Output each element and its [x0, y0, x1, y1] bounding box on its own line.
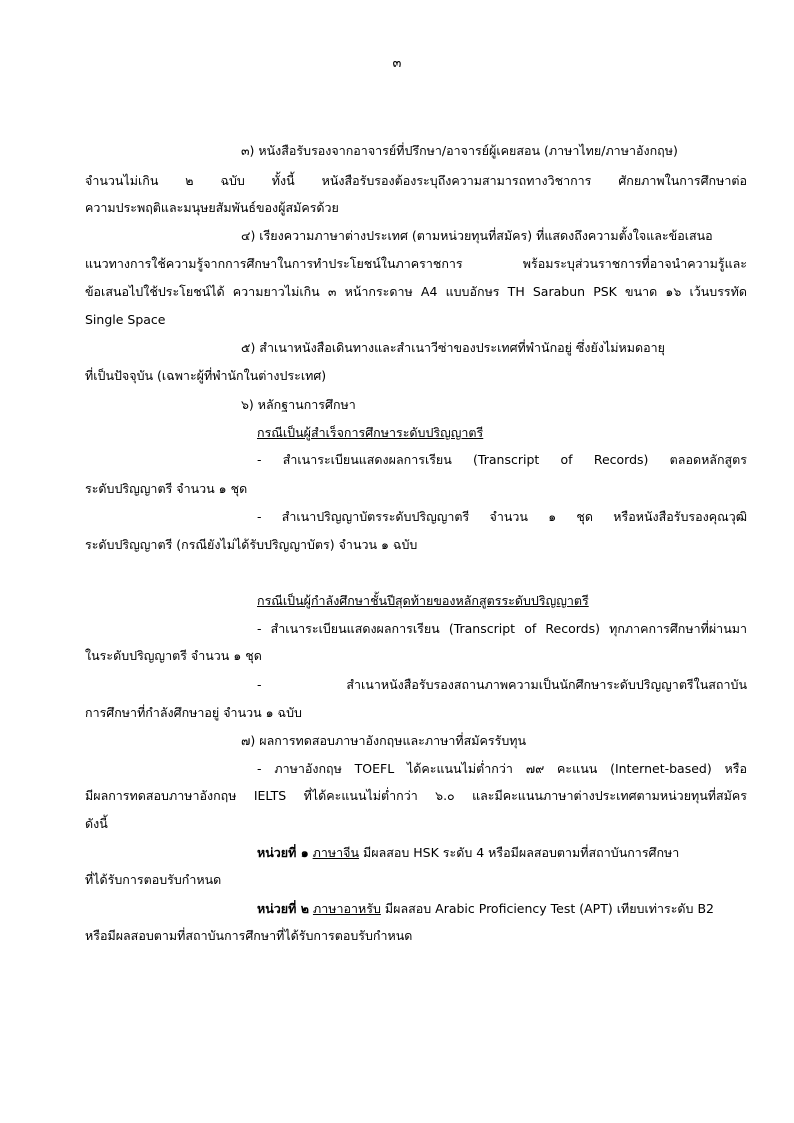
- english-line1: - ภาษาอังกฤษ TOEFL ได้คะแนนไม่ต่ำกว่า ๗๙ คะแนน (Internet-based) หรือ: [257, 761, 747, 776]
- page-number: ๓: [392, 56, 402, 71]
- case1-title: กรณีเป็นผู้สำเร็จการศึกษาระดับปริญญาตรี: [257, 425, 484, 440]
- item3-line1: ๓) หนังสือรับรองจากอาจารย์ที่ปรึกษา/อาจารย์ผู้เคยสอน (ภาษาไทย/ภาษาอังกฤษ): [241, 143, 678, 158]
- unit2-requirement: มีผลสอบ Arabic Proficiency Test (APT) เทียบเท่าระดับ B2: [384, 901, 714, 916]
- unit2-line2: หรือมีผลสอบตามที่สถาบันการศึกษาที่ได้รับการตอบรับกำหนด: [85, 928, 413, 943]
- unit2-language: ภาษาอาหรับ: [312, 901, 381, 916]
- case2-title: กรณีเป็นผู้กำลังศึกษาชั้นปีสุดท้ายของหลักสูตรระดับปริญญาตรี: [257, 593, 589, 608]
- item3-line3: ความประพฤติและมนุษยสัมพันธ์ของผู้สมัครด้วย: [85, 200, 339, 215]
- item4-line3: ข้อเสนอไปใช้ประโยชน์ได้ ความยาวไม่เกิน ๓ หน้ากระดาษ A4 แบบอักษร TH Sarabun PSK ขนาด ๑๖ เว้นบรรทัด: [85, 284, 747, 299]
- item4-line1: ๔) เรียงความภาษาต่างประเทศ (ตามหน่วยทุนที่สมัคร) ที่แสดงถึงความตั้งใจและข้อเสนอ: [241, 228, 713, 243]
- unit2-line1: [257, 900, 747, 918]
- unit2-label: หน่วยที่ ๒: [257, 901, 309, 916]
- unit1-language: ภาษาจีน: [312, 845, 360, 860]
- case2-transcript-line2: ในระดับปริญญาตรี จำนวน ๑ ชุด: [85, 648, 262, 663]
- english-line2: มีผลการทดสอบภาษาอังกฤษ IELTS ที่ได้คะแนนไม่ต่ำกว่า ๖.๐ และมีคะแนนภาษาต่างประเทศตามหน่วยทุนที่สมัคร: [85, 788, 747, 803]
- case1-transcript-line1: - สำเนาระเบียนแสดงผลการเรียน (Transcript of Records) ตลอดหลักสูตร: [257, 452, 747, 467]
- case1-degree-line2: ระดับปริญญาตรี (กรณียังไม่ได้รับปริญญาบัตร) จำนวน ๑ ฉบับ: [85, 537, 418, 552]
- item5-line2: ที่เป็นปัจจุบัน (เฉพาะผู้ที่พำนักในต่างประเทศ): [85, 368, 327, 383]
- item4-line2: แนวทางการใช้ความรู้จากการศึกษาในการทำประโยชน์ในภาคราชการ พร้อมระบุส่วนราชการที่อาจนำความรู้และ: [85, 256, 747, 271]
- item5-line1: ๕) สำเนาหนังสือเดินทางและสำเนาวีซ่าของประเทศที่พำนักอยู่ ซึ่งยังไม่หมดอายุ: [241, 340, 665, 355]
- case1-degree-line1: - สำเนาปริญญาบัตรระดับปริญญาตรี จำนวน ๑ ชุด หรือหนังสือรับรองคุณวุฒิ: [257, 509, 747, 524]
- case2-transcript-line1: - สำเนาระเบียนแสดงผลการเรียน (Transcript of Records) ทุกภาคการศึกษาที่ผ่านมา: [257, 621, 747, 636]
- case2-status-line1: - สำเนาหนังสือรับรองสถานภาพความเป็นนักศึกษาระดับปริญญาตรีในสถาบัน: [257, 677, 747, 692]
- unit1-line1: [257, 844, 747, 862]
- unit1-requirement: มีผลสอบ HSK ระดับ 4 หรือมีผลสอบตามที่สถาบันการศึกษา: [363, 845, 680, 860]
- case1-transcript-line2: ระดับปริญญาตรี จำนวน ๑ ชุด: [85, 481, 248, 496]
- item6-heading: ๖) หลักฐานการศึกษา: [241, 397, 356, 412]
- unit1-label: หน่วยที่ ๑: [257, 845, 309, 860]
- case2-status-line2: การศึกษาที่กำลังศึกษาอยู่ จำนวน ๑ ฉบับ: [85, 705, 302, 720]
- item7-heading: ๗) ผลการทดสอบภาษาอังกฤษและภาษาที่สมัครรับทุน: [241, 733, 527, 748]
- item3-line2: จำนวนไม่เกิน ๒ ฉบับ ทั้งนี้ หนังสือรับรองต้องระบุถึงความสามารถทางวิชาการ ศักยภาพในการศึกษาต่อ: [85, 173, 747, 188]
- english-line3: ดังนี้: [85, 816, 108, 831]
- unit1-line2: ที่ได้รับการตอบรับกำหนด: [85, 872, 222, 887]
- item4-line4: Single Space: [85, 312, 166, 327]
